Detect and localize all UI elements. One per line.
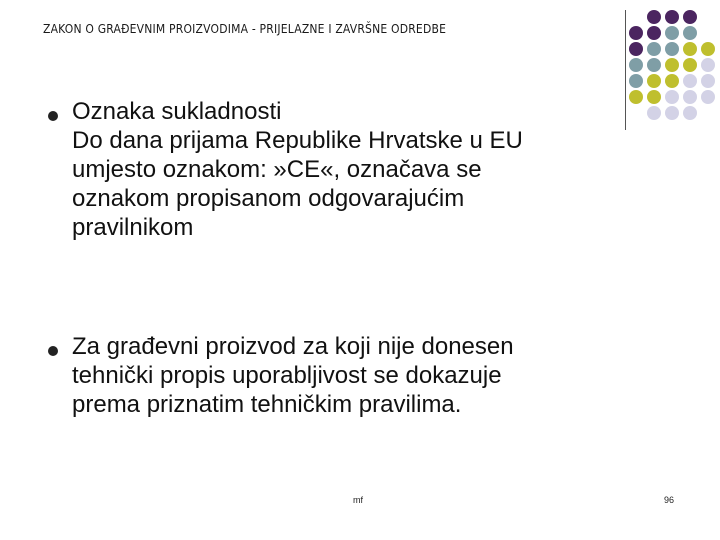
decorative-dot xyxy=(683,106,697,120)
decorative-dot xyxy=(665,90,679,104)
decorative-dot xyxy=(665,42,679,56)
slide-title: ZAKON O GRAĐEVNIM PROIZVODIMA - PRIJELAZNE I ZAVRŠNE ODREDBE xyxy=(43,22,447,36)
decorative-dot xyxy=(629,42,643,56)
decorative-dot xyxy=(665,74,679,88)
decorative-dot xyxy=(629,26,643,40)
bullet-dot-icon xyxy=(48,111,58,121)
decorative-dot xyxy=(665,106,679,120)
decorative-dot xyxy=(665,58,679,72)
decorative-dot xyxy=(701,58,715,72)
decorative-dot xyxy=(647,58,661,72)
bullet-1-line-5: pravilnikom xyxy=(72,214,194,241)
bullet-1-line-2: Do dana prijama Republike Hrvatske u EU xyxy=(72,127,523,154)
decorative-dot xyxy=(647,26,661,40)
bullet-text-1 xyxy=(72,97,647,242)
decorative-dot xyxy=(683,58,697,72)
bullet-1-line-4: oznakom propisanom odgovarajućim xyxy=(72,185,465,212)
decorative-dot xyxy=(647,106,661,120)
decorative-dot xyxy=(683,26,697,40)
decorative-dot xyxy=(647,90,661,104)
bullet-2-line-2: tehnički propis uporabljivost se dokazuje xyxy=(72,362,502,389)
decorative-dot xyxy=(647,42,661,56)
decorative-dot xyxy=(683,90,697,104)
decorative-dot xyxy=(701,74,715,88)
bullet-text-2 xyxy=(72,332,647,419)
decorative-dot xyxy=(683,10,697,24)
bullet-2-line-3: prema priznatim tehničkim pravilima. xyxy=(72,391,462,418)
bullet-1-line-1: Oznaka sukladnosti xyxy=(72,98,282,125)
page-number: 96 xyxy=(664,495,675,505)
decorative-dot xyxy=(665,10,679,24)
decorative-dot xyxy=(701,42,715,56)
bullet-2-line-1: Za građevni proizvod za koji nije donesen xyxy=(72,333,514,360)
decorative-dot xyxy=(683,74,697,88)
decorative-dot xyxy=(647,74,661,88)
decorative-dot xyxy=(701,90,715,104)
decorative-dot xyxy=(683,42,697,56)
decorative-dot xyxy=(647,10,661,24)
decorative-dot xyxy=(629,74,643,88)
bullet-dot-icon xyxy=(48,346,58,356)
decorative-dot xyxy=(665,26,679,40)
footer-author: mf xyxy=(353,495,363,505)
decorative-dot xyxy=(629,58,643,72)
bullet-1-line-3: umjesto oznakom: »CE«, označava se xyxy=(72,156,482,183)
